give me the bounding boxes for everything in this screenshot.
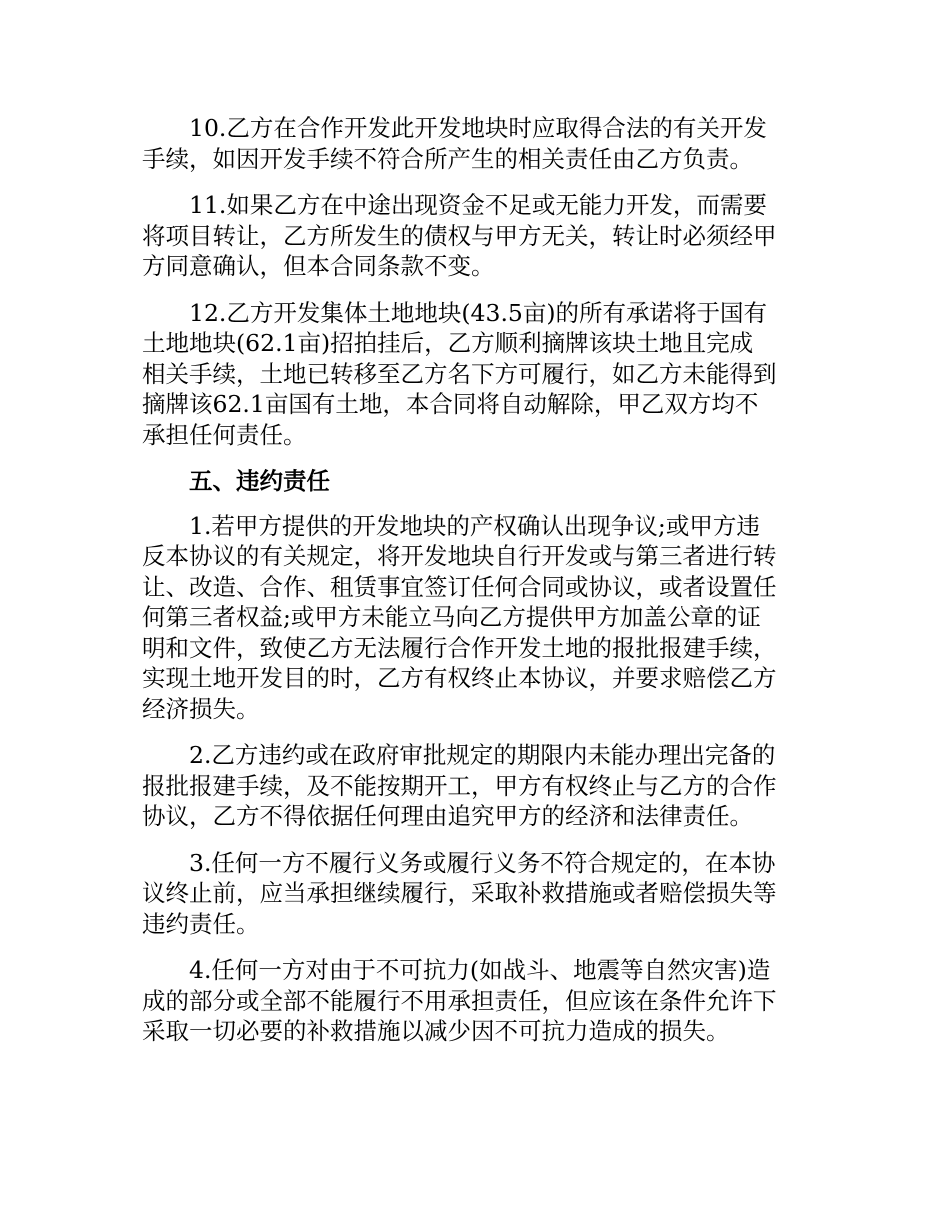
text-line: 成的部分或全部不能履行不用承担责任，但应该在条件允许下 (142, 986, 777, 1015)
text-line: 1.若甲方提供的开发地块的产权确认出现争议;或甲方违 (189, 511, 760, 540)
text-line: 3.任何一方不履行义务或履行义务不符合规定的，在本协 (189, 848, 776, 877)
text-line: 承担任何责任。 (142, 420, 307, 449)
clause-paragraph (142, 955, 822, 1047)
clause-paragraph (142, 848, 822, 940)
document-page (142, 113, 822, 1063)
text-line: 土地地块(62.1亩)招拍挂后，乙方顺利摘牌该块土地且完成 (142, 329, 754, 357)
clause-paragraph (142, 190, 822, 282)
text-line: 反本协议的有关规定，将开发地块自行开发或与第三者进行转 (142, 542, 777, 570)
text-line: 12.乙方开发集体土地地块(43.5亩)的所有承诺将于国有 (189, 298, 768, 327)
text-line: 议终止前，应当承担继续履行，采取补救措施或者赔偿损失等 (142, 879, 777, 907)
text-line: 违约责任。 (142, 909, 260, 938)
text-line: 明和文件，致使乙方无法履行合作开发土地的报批报建手续， (142, 633, 777, 662)
clause-paragraph (142, 511, 822, 725)
clause-paragraph (142, 740, 822, 832)
text-line: 摘牌该62.1亩国有土地，本合同将自动解除，甲乙双方均不 (142, 390, 759, 418)
text-line: 2.乙方违约或在政府审批规定的期限内未能办理出完备的 (189, 741, 776, 769)
clauses-top (142, 113, 822, 450)
text-line: 让、改造、合作、租赁事宜签订任何合同或协议，或者设置任 (142, 572, 777, 601)
text-line: 采取一切必要的补救措施以减少因不可抗力造成的损失。 (142, 1017, 730, 1045)
text-line: 相关手续，土地已转移至乙方名下方可履行，如乙方未能得到 (142, 359, 777, 388)
text-line: 报批报建手续，及不能按期开工，甲方有权终止与乙方的合作 (142, 771, 777, 800)
text-line: 实现土地开发目的时，乙方有权终止本协议，并要求赔偿乙方 (142, 664, 777, 692)
clause-paragraph (142, 113, 822, 174)
text-line: 手续，如因开发手续不符合所产生的相关责任由乙方负责。 (142, 144, 753, 173)
text-line: 方同意确认，但本合同条款不变。 (142, 252, 495, 280)
text-line: 经济损失。 (142, 694, 260, 723)
text-line: 协议，乙方不得依据任何理由追究甲方的经济和法律责任。 (142, 802, 753, 830)
section-heading: 五、违约责任 (189, 467, 330, 495)
text-line: 10.乙方在合作开发此开发地块时应取得合法的有关开发 (189, 114, 767, 142)
clauses-breach (142, 511, 822, 1047)
text-line: 4.任何一方对由于不可抗力(如战斗、地震等自然灾害)造 (189, 956, 771, 984)
clause-paragraph (142, 298, 822, 451)
text-line: 将项目转让，乙方所发生的债权与甲方无关，转让时必须经甲 (142, 221, 777, 250)
text-line: 何第三者权益;或甲方未能立马向乙方提供甲方加盖公章的证 (142, 603, 761, 631)
text-line: 11.如果乙方在中途出现资金不足或无能力开发，而需要 (189, 191, 767, 219)
